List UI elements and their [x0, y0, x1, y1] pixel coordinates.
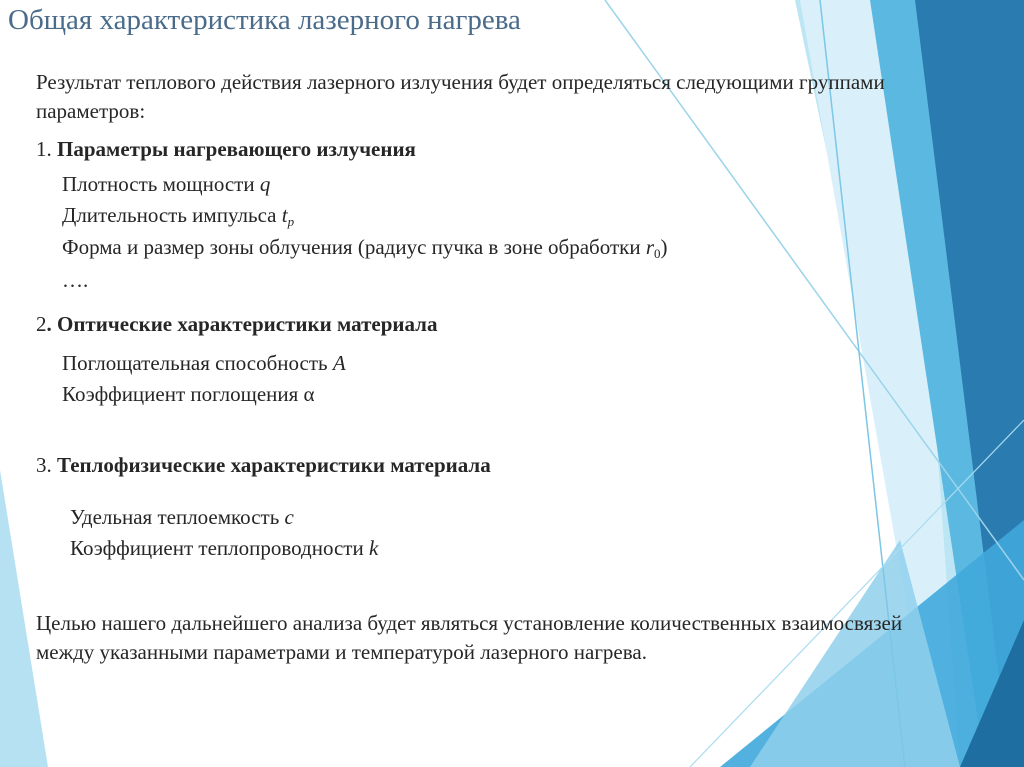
list-item: Поглощательная способность A [62, 351, 346, 375]
slide-title: Общая характеристика лазерного нагрева [8, 4, 521, 36]
intro-paragraph: Результат теплового действия лазерного излучения будет определяться следующими группами параметров: [36, 70, 885, 123]
group-1-number: 1. [36, 137, 52, 161]
group-1-title: Параметры нагревающего излучения [57, 137, 416, 161]
list-item: Коэффициент теплопроводности k [70, 536, 379, 560]
group-2-title: . Оптические характеристики материала [46, 312, 438, 336]
group-2-number: 2 [36, 312, 47, 336]
group-1-heading [36, 139, 416, 160]
list-item: Коэффициент поглощения α [62, 382, 315, 406]
list-item: Удельная теплоемкость c [70, 505, 294, 529]
list-item: Длительность импульса $t_p$ [62, 203, 295, 229]
list-item: Форма и размер зоны облучения (радиус пучка в зоне обработки $r_0$) [62, 235, 668, 261]
conclusion-paragraph: Целью нашего дальнейшего анализа будет являться установление количественных взаимосвязей между указанными параметрами и температурой лазерного нагрева. [36, 611, 903, 664]
list-item: …. [62, 268, 89, 292]
group-2-heading [36, 314, 437, 335]
list-item: Плотность мощности q [62, 172, 271, 196]
group-3-number: 3. [36, 453, 52, 477]
group-3-heading [36, 455, 491, 476]
group-3-title: Теплофизические характеристики материала [57, 453, 491, 477]
